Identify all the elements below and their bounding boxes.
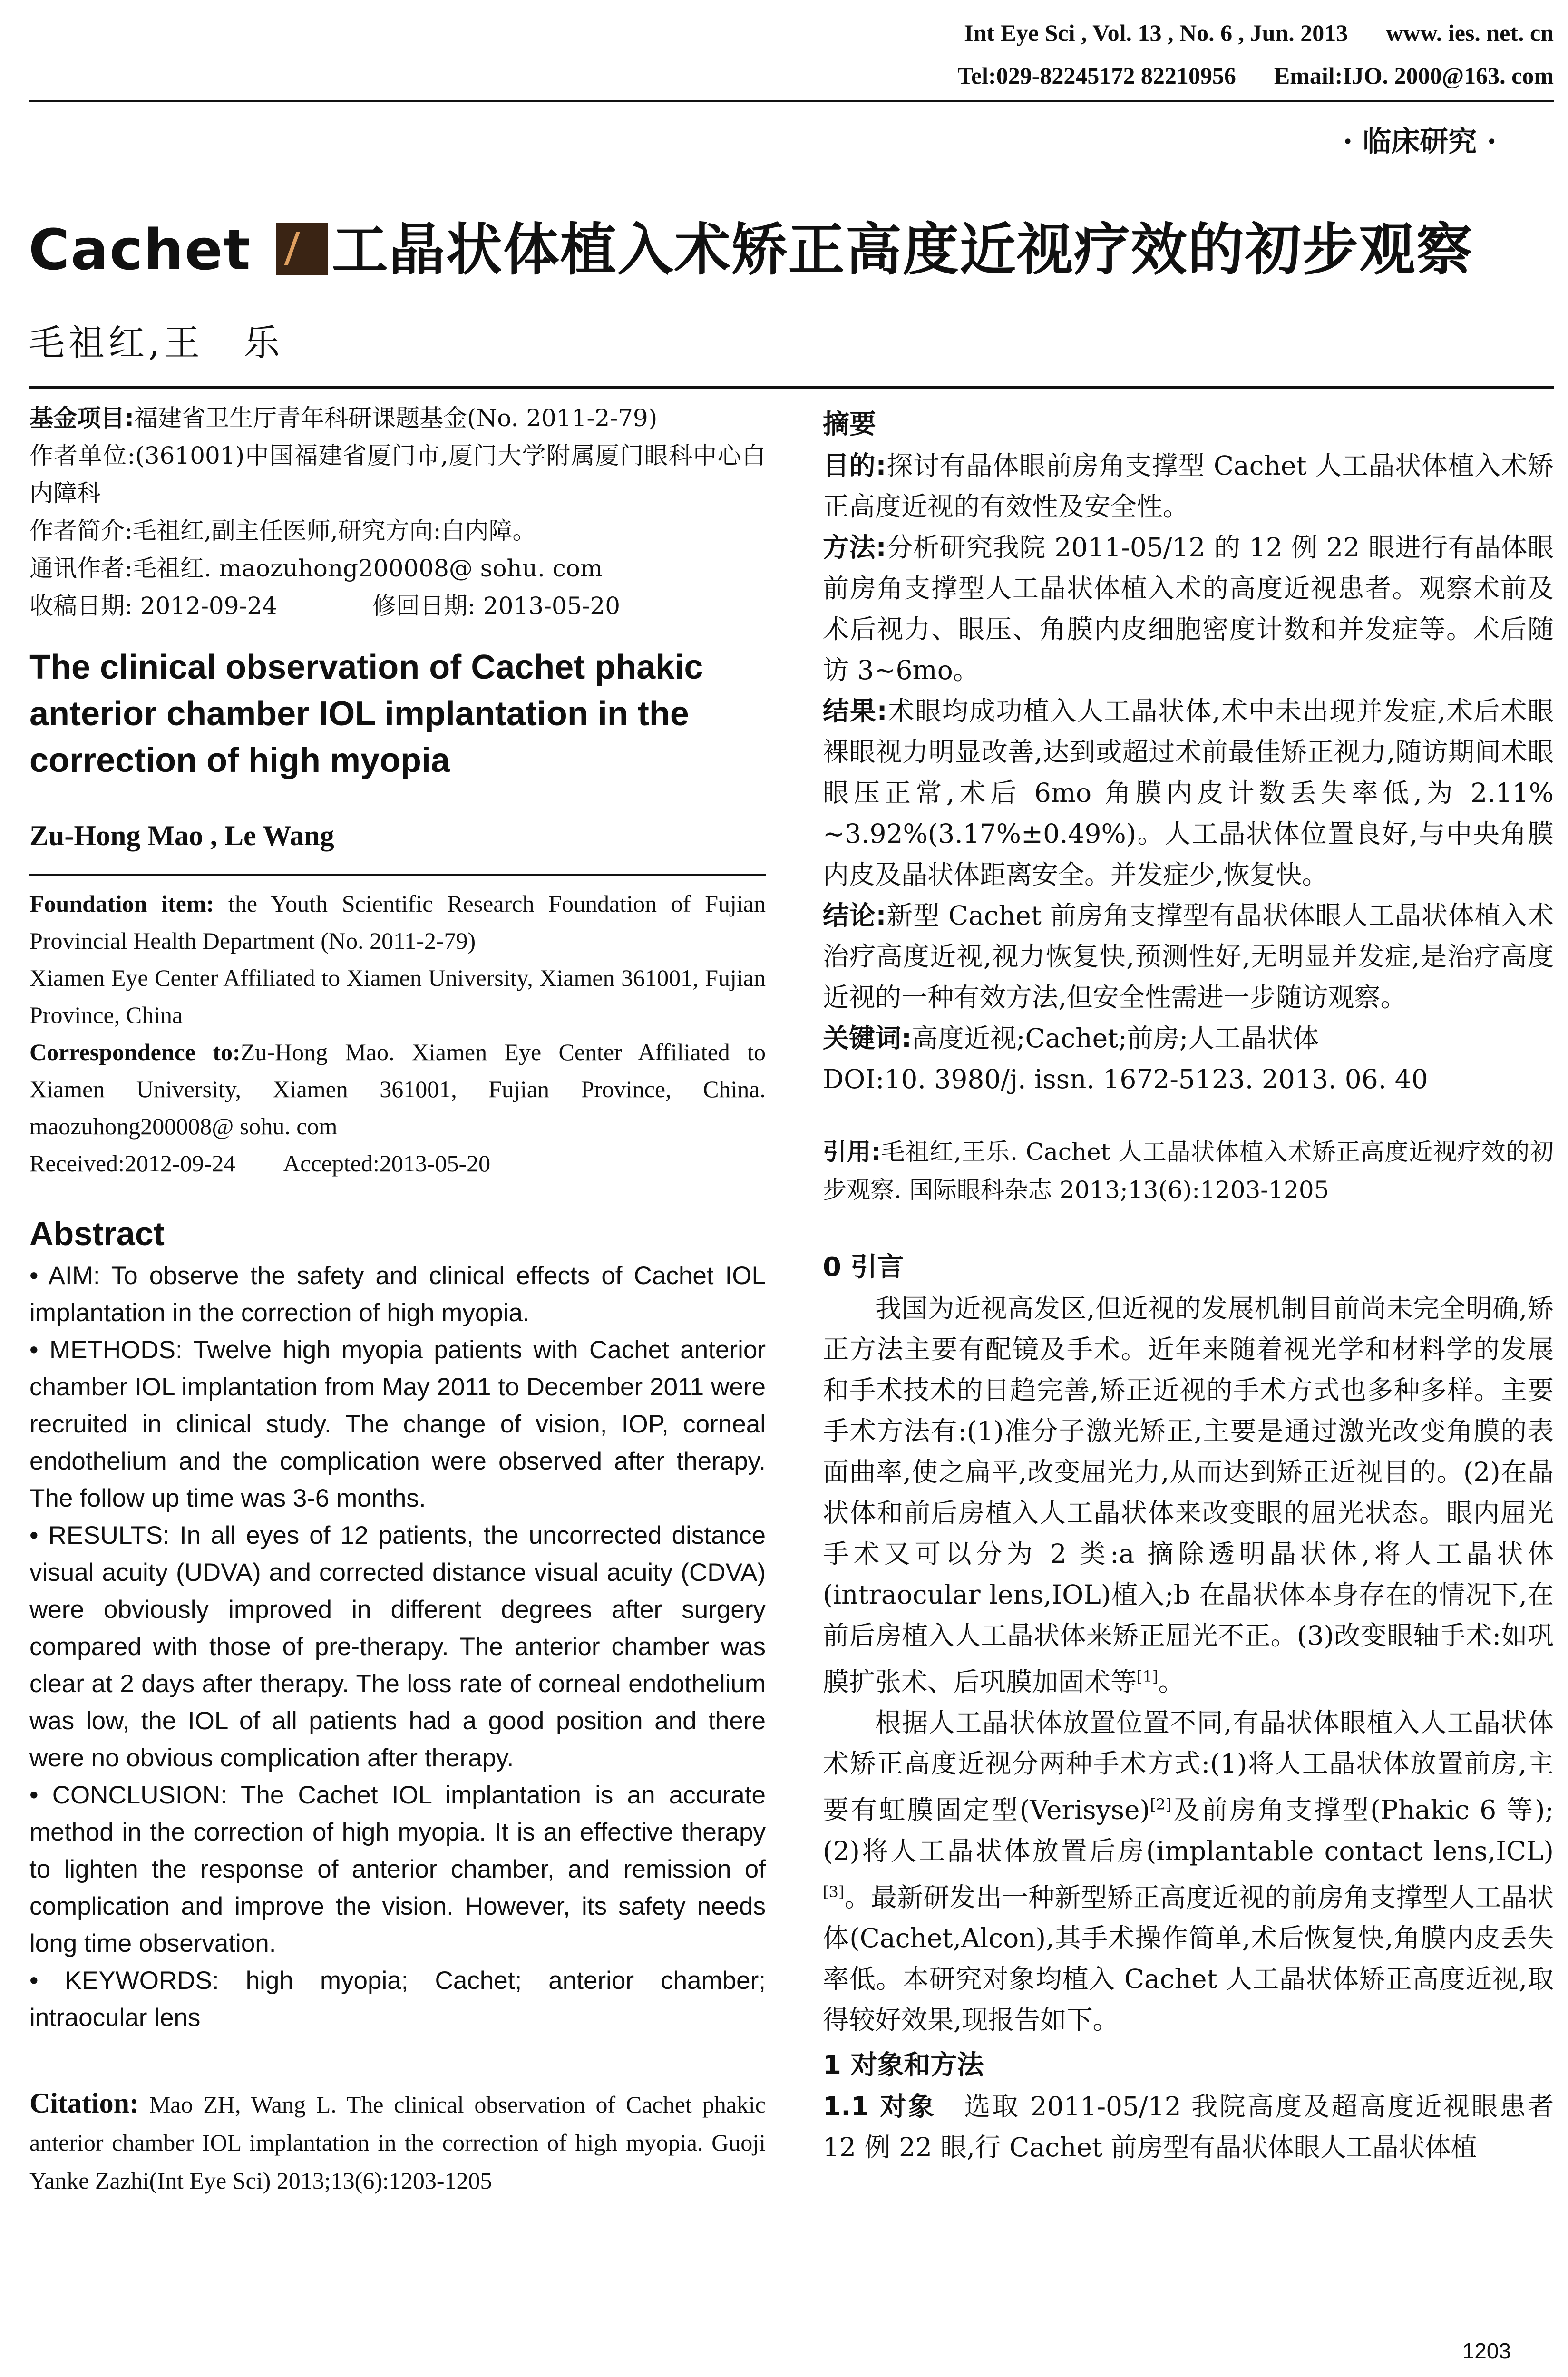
title-suffix: 工晶状体植入术矫正高度近视疗效的初步观察 [331,217,1473,283]
correspondence-label: Correspondence to: [29,1039,241,1065]
intro-p2-text-b: 及前房角支撑型(Phakic 6 等);(2)将人工晶状体放置后房(implantable contact lens,ICL) [823,1794,1554,1866]
cn-conclusion [823,895,1554,1018]
cn-results-text: 术眼均成功植入人工晶状体,术中未出现并发症,术后术眼裸眼视力明显改善,达到或超过术前最佳矫正视力,随访期间术眼眼压正常,术后 6mo 角膜内皮计数丢失率低,为 2.11% ~3.92%(3.17%±0.49%)。人工晶状体位置良好,与中央角膜内皮及晶状体距离安全。并发症少,恢复快。 [823,696,1554,890]
received-line: 收稿日期: 2012-09-24 修回日期: 2013-05-20 [29,592,621,620]
subjects-heading: 1.1 对象 [823,2091,936,2122]
fund-label: 基金项目: [29,404,134,432]
subjects-text: 选取 2011-05/12 我院高度及超高度近视眼患者 12 例 22 眼,行 Cachet 前房型有晶状体眼人工晶状体植 [823,2091,1554,2163]
intro-p1-text: 我国为近视高发区,但近视的发展机制目前尚未完全明确,矫正方法主要有配镜及手术。近年来随着视光学和材料学的发展和手术技术的日趋完善,矫正近视的手术方式也多种多样。主要手术方法有:(1)准分子激光矫正,主要是通过激光改变角膜的表面曲率,使之扁平,改变屈光力,从而达到矫正近视目的。(2)在晶状体和前后房植入人工晶状体来改变眼的屈光状态。眼内屈光手术又可以分为 2 类:a 摘除透明晶状体,将人工晶状体(intraocular lens,IOL)植入;b 在晶状体本身存在的情况下,在前后房植入人工晶状体来矫正屈光不正。(3)改变眼轴手术:如巩膜扩张术、后巩膜加固术等 [823,1293,1554,1697]
ref-3: [3] [823,1882,845,1901]
intro-p1-end: 。 [1158,1666,1185,1697]
authors-cn: 毛祖红,王 乐 [29,321,284,364]
corr-label: 通讯作者: [29,555,133,582]
intro-p2-text-a: 根据人工晶状体放置位置不同,有晶状体眼植入人工晶状体术矫正高度近视分两种手术方式:(1)将人工晶状体放置前房,主要有虹膜固定型(Verisyse) [823,1707,1554,1825]
corr-text: 毛祖红. maozuhong200008@ sohu. com [132,555,603,582]
journal-tel: Tel:029-82245172 82210956 [957,62,1236,89]
cn-keywords-label: 关键词: [823,1023,912,1053]
intro-paragraph-1 [823,1288,1554,1702]
english-authors: Zu-Hong Mao , Le Wang [29,820,334,851]
cn-aim-text: 探讨有晶体眼前房角支撑型 Cachet 人工晶状体植入术矫正高度近视的有效性及安全性。 [823,450,1554,522]
subjects-paragraph [823,2086,1554,2168]
cn-methods-text: 分析研究我院 2011-05/12 的 12 例 22 眼进行有晶体眼前房角支撑型人工晶状体植入术的高度近视患者。观察术前及术后视力、眼压、角膜内皮细胞密度计数和并发症等。术后随访 3~6mo。 [823,532,1554,685]
abstract-keywords: • KEYWORDS: high myopia; Cachet; anterior chamber; intraocular lens [29,1967,766,2032]
affil-label: 作者单位: [29,442,136,469]
dates-en: Received:2012-09-24 Accepted:2013-05-20 [29,1150,491,1177]
bio-line [29,512,766,550]
abstract-conclusion: • CONCLUSION: The Cachet IOL implantation is an accurate method in the correction of high myopia. It is an effective therapy to lighten the response of anterior chamber, and remission of complication and improve the vision. However, its safety needs long time observation. [29,1781,766,1958]
journal-info: Int Eye Sci , Vol. 13 , No. 6 , Jun. 2013 [964,19,1348,46]
cn-methods [823,527,1554,691]
ref-1: [1] [1137,1667,1159,1685]
header-rule [29,100,1554,102]
cn-methods-label: 方法: [823,532,886,563]
journal-website: www. ies. net. cn [1386,19,1554,46]
citation-en [29,2084,766,2200]
foundation-text: the Youth Scientific Research Foundation of Fujian Provincial Health Department (No. 2011-2-79) [29,890,766,954]
citation-label: Citation: [29,2087,139,2119]
cn-conclusion-label: 结论: [823,900,886,931]
section-tag: · 临床研究 · [1343,125,1497,158]
foundation-label: Foundation item: [29,890,214,917]
doi-line: DOI:10. 3980/j. issn. 1672-5123. 2013. 06. 40 [823,1064,1428,1094]
cn-citation-text: 毛祖红,王乐. Cachet 人工晶状体植入术矫正高度近视疗效的初步观察. 国际眼科杂志 2013;13(6):1203-1205 [823,1138,1554,1204]
intro-p2-text-c: 。最新研发出一种新型矫正高度近视的前房角支撑型人工晶状体(Cachet,Alcon),其手术操作简单,术后恢复快,角膜内皮丢失率低。本研究对象均植入 Cachet 人工晶状体矫正高度近视,取得较好效果,现报告如下。 [823,1881,1554,2035]
intro-heading: 0 引言 [823,1252,904,1283]
affil-line [29,437,766,512]
cn-abstract-heading: 摘要 [823,409,876,440]
affiliation-en: Xiamen Eye Center Affiliated to Xiamen University, Xiamen 361001, Fujian Province, China [29,964,766,1028]
abstract-results: • RESULTS: In all eyes of 12 patients, the uncorrected distance visual acuity (UDVA) and corrected distance visual acuity (CDVA) were obviously improved in different degrees after surgery compared with those of pre-therapy. The anterior chamber was clear at 2 days after therapy. The loss rate of corneal endothelium was low, the IOL of all patients had a good position and there were no obvious complication after therapy. [29,1521,766,1772]
intro-paragraph-2 [823,1702,1554,2040]
english-rule [29,874,766,876]
cn-citation [823,1133,1554,1209]
journal-header [926,19,1554,47]
correspondence-en [29,1033,766,1145]
bio-label: 作者简介: [29,517,133,545]
cn-results [823,691,1554,895]
abstract-aim: • AIM: To observe the safety and clinical effects of Cachet IOL implantation in the correction of high myopia. [29,1262,766,1327]
methods-heading: 1 对象和方法 [823,2049,984,2081]
fund-line [29,399,766,437]
title-prefix: Cachet [29,217,272,283]
page-number: 1203 [1462,2338,1511,2363]
corr-line [29,550,766,587]
cn-results-label: 结果: [823,696,887,726]
cn-aim [823,445,1554,527]
cn-citation-label: 引用: [823,1138,881,1166]
journal-contact [919,62,1554,89]
fund-text: 福建省卫生厅青年科研课题基金(No. 2011-2-79) [134,404,658,432]
cn-conclusion-text: 新型 Cachet 前房角支撑型有晶状体眼人工晶状体植入术治疗高度近视,视力恢复快,预测性好,无明显并发症,是治疗高度近视的一种有效方法,但安全性需进一步随访观察。 [823,900,1554,1013]
highlight-mark-icon [276,223,328,275]
abstract-methods: • METHODS: Twelve high myopia patients with Cachet anterior chamber IOL implantation from May 2011 to December 2011 were recruited in clinical study. The change of vision, IOP, corneal endothelium and the complication were observed after therapy. The follow up time was 3-6 months. [29,1336,766,1512]
journal-email: Email:IJO. 2000@163. com [1274,62,1554,89]
english-title: The clinical observation of Cachet phakic anterior chamber IOL implantation in the correction of high myopia [29,648,703,779]
cn-keywords [823,1018,1554,1059]
ref-2: [2] [1149,1795,1172,1814]
citation-text: Mao ZH, Wang L. The clinical observation of Cachet phakic anterior chamber IOL implantation in the correction of high myopia. Guoji Yanke Zazhi(Int Eye Sci) 2013;13(6):1203-1205 [29,2091,766,2194]
cn-keywords-text: 高度近视;Cachet;前房;人工晶状体 [912,1023,1319,1053]
foundation-en [29,885,766,959]
title-rule [29,386,1554,389]
correspondence-text: Zu-Hong Mao. Xiamen Eye Center Affiliated to Xiamen University, Xiamen 361001, Fujian Province, China. maozuhong200008@ sohu. com [29,1039,766,1140]
cn-aim-label: 目的: [823,450,886,481]
page-title [29,205,1473,285]
affil-text: (361001)中国福建省厦门市,厦门大学附属厦门眼科中心白内障科 [29,442,766,507]
bio-text: 毛祖红,副主任医师,研究方向:白内障。 [132,517,536,545]
abstract-heading: Abstract [29,1215,165,1252]
left-column [29,399,766,2200]
right-column [823,399,1554,2168]
